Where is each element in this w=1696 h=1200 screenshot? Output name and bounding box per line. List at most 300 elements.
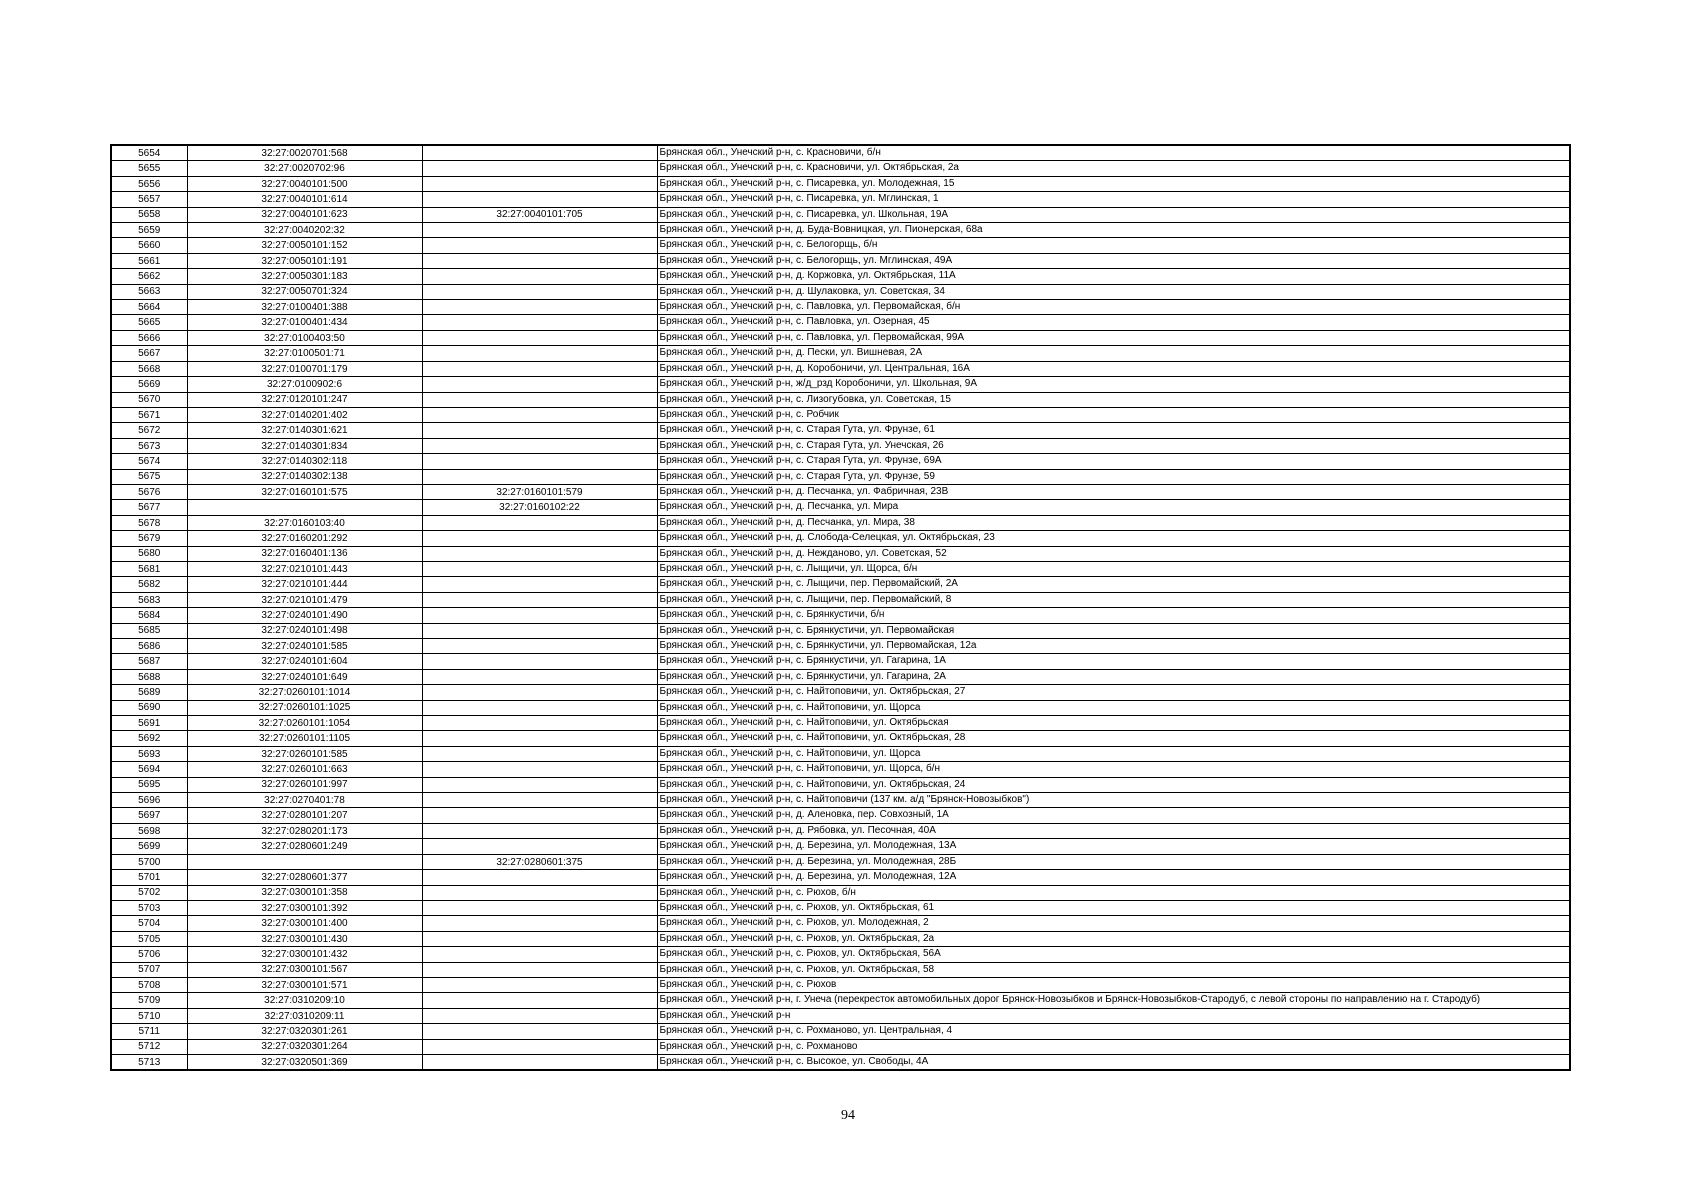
address-cell: Брянская обл., Унечский р-н, с. Старая Гута, ул. Фрунзе, 61	[657, 423, 1570, 438]
row-number-cell: 5680	[111, 546, 187, 561]
address-cell: Брянская обл., Унечский р-н	[657, 1008, 1570, 1023]
table-row	[111, 145, 1570, 161]
row-number-cell: 5706	[111, 947, 187, 962]
row-number-cell: 5694	[111, 762, 187, 777]
table-row	[111, 192, 1570, 207]
related-cadastral-number-cell	[422, 993, 657, 1008]
address-cell: Брянская обл., Унечский р-н, д. Буда-Вовницкая, ул. Пионерская, 68а	[657, 223, 1570, 238]
related-cadastral-number-cell	[422, 407, 657, 422]
address-cell: Брянская обл., Унечский р-н, с. Рюхов, ул. Октябрьская, 2а	[657, 931, 1570, 946]
row-number-cell: 5658	[111, 207, 187, 222]
row-number-cell: 5682	[111, 577, 187, 592]
table-row	[111, 300, 1570, 315]
row-number-cell: 5700	[111, 854, 187, 869]
address-cell: Брянская обл., Унечский р-н, с. Павловка, ул. Первомайская, 99А	[657, 330, 1570, 345]
registry-table-body	[111, 145, 1570, 1070]
address-cell: Брянская обл., Унечский р-н, д. Аленовка, пер. Совхозный, 1А	[657, 808, 1570, 823]
table-row	[111, 269, 1570, 284]
cadastral-number-cell: 32:27:0020701:568	[187, 145, 422, 161]
row-number-cell: 5660	[111, 238, 187, 253]
table-row	[111, 793, 1570, 808]
cadastral-number-cell: 32:27:0140302:138	[187, 469, 422, 484]
row-number-cell: 5679	[111, 531, 187, 546]
cadastral-number-cell: 32:27:0050701:324	[187, 284, 422, 299]
row-number-cell: 5655	[111, 161, 187, 176]
cadastral-number-cell: 32:27:0260101:1105	[187, 731, 422, 746]
table-row	[111, 654, 1570, 669]
row-number-cell: 5667	[111, 346, 187, 361]
cadastral-number-cell: 32:27:0100501:71	[187, 346, 422, 361]
table-row	[111, 161, 1570, 176]
row-number-cell: 5703	[111, 900, 187, 915]
address-cell: Брянская обл., Унечский р-н, с. Найтоповичи, ул. Октябрьская, 24	[657, 777, 1570, 792]
cadastral-number-cell: 32:27:0210101:444	[187, 577, 422, 592]
related-cadastral-number-cell	[422, 438, 657, 453]
address-cell: Брянская обл., Унечский р-н, с. Рохманово	[657, 1039, 1570, 1054]
address-cell: Брянская обл., Унечский р-н, с. Красновичи, ул. Октябрьская, 2а	[657, 161, 1570, 176]
table-row	[111, 854, 1570, 869]
related-cadastral-number-cell	[422, 654, 657, 669]
related-cadastral-number-cell	[422, 161, 657, 176]
related-cadastral-number-cell	[422, 639, 657, 654]
row-number-cell: 5712	[111, 1039, 187, 1054]
table-row	[111, 407, 1570, 422]
cadastral-number-cell: 32:27:0210101:443	[187, 561, 422, 576]
row-number-cell: 5686	[111, 639, 187, 654]
related-cadastral-number-cell	[422, 392, 657, 407]
related-cadastral-number-cell	[422, 762, 657, 777]
row-number-cell: 5663	[111, 284, 187, 299]
address-cell: Брянская обл., Унечский р-н, д. Рябовка, ул. Песочная, 40А	[657, 823, 1570, 838]
table-row	[111, 361, 1570, 376]
related-cadastral-number-cell	[422, 900, 657, 915]
related-cadastral-number-cell	[422, 700, 657, 715]
table-row	[111, 330, 1570, 345]
cadastral-number-cell: 32:27:0140201:402	[187, 407, 422, 422]
related-cadastral-number-cell	[422, 947, 657, 962]
address-cell: Брянская обл., Унечский р-н, с. Брянкустичи, ул. Гагарина, 2А	[657, 669, 1570, 684]
table-row	[111, 947, 1570, 962]
address-cell: Брянская обл., Унечский р-н, с. Старая Гута, ул. Унечская, 26	[657, 438, 1570, 453]
row-number-cell: 5657	[111, 192, 187, 207]
cadastral-number-cell: 32:27:0260101:1025	[187, 700, 422, 715]
address-cell: Брянская обл., Унечский р-н, д. Коробоничи, ул. Центральная, 16А	[657, 361, 1570, 376]
registry-table	[110, 144, 1571, 1071]
related-cadastral-number-cell	[422, 1054, 657, 1070]
table-row	[111, 484, 1570, 499]
address-cell: Брянская обл., Унечский р-н, д. Нежданово, ул. Советская, 52	[657, 546, 1570, 561]
related-cadastral-number-cell: 32:27:0040101:705	[422, 207, 657, 222]
address-cell: Брянская обл., Унечский р-н, с. Павловка, ул. Первомайская, б/н	[657, 300, 1570, 315]
related-cadastral-number-cell	[422, 823, 657, 838]
related-cadastral-number-cell	[422, 253, 657, 268]
address-cell: Брянская обл., Унечский р-н, с. Лизогубовка, ул. Советская, 15	[657, 392, 1570, 407]
table-row	[111, 916, 1570, 931]
cadastral-number-cell: 32:27:0050101:152	[187, 238, 422, 253]
table-row	[111, 392, 1570, 407]
table-row	[111, 377, 1570, 392]
table-row	[111, 346, 1570, 361]
cadastral-number-cell: 32:27:0240101:498	[187, 623, 422, 638]
row-number-cell: 5702	[111, 885, 187, 900]
row-number-cell: 5681	[111, 561, 187, 576]
row-number-cell: 5708	[111, 977, 187, 992]
table-row	[111, 608, 1570, 623]
address-cell: Брянская обл., Унечский р-н, д. Песчанка, ул. Мира	[657, 500, 1570, 515]
row-number-cell: 5690	[111, 700, 187, 715]
cadastral-number-cell: 32:27:0300101:358	[187, 885, 422, 900]
cadastral-number-cell: 32:27:0240101:649	[187, 669, 422, 684]
address-cell: Брянская обл., Унечский р-н, с. Белогорщь, б/н	[657, 238, 1570, 253]
related-cadastral-number-cell	[422, 793, 657, 808]
table-row	[111, 546, 1570, 561]
related-cadastral-number-cell	[422, 546, 657, 561]
table-row	[111, 454, 1570, 469]
table-row	[111, 577, 1570, 592]
cadastral-number-cell: 32:27:0050301:183	[187, 269, 422, 284]
table-row	[111, 531, 1570, 546]
address-cell: Брянская обл., Унечский р-н, с. Найтоповичи, ул. Щорса	[657, 700, 1570, 715]
related-cadastral-number-cell	[422, 238, 657, 253]
table-row	[111, 253, 1570, 268]
table-row	[111, 777, 1570, 792]
cadastral-number-cell: 32:27:0260101:1014	[187, 685, 422, 700]
row-number-cell: 5670	[111, 392, 187, 407]
table-row	[111, 623, 1570, 638]
address-cell: Брянская обл., Унечский р-н, с. Рюхов, б/н	[657, 885, 1570, 900]
table-row	[111, 1008, 1570, 1023]
related-cadastral-number-cell	[422, 608, 657, 623]
address-cell: Брянская обл., Унечский р-н, с. Найтоповичи, ул. Октябрьская, 27	[657, 685, 1570, 700]
related-cadastral-number-cell	[422, 454, 657, 469]
table-row	[111, 561, 1570, 576]
cadastral-number-cell: 32:27:0050101:191	[187, 253, 422, 268]
address-cell: Брянская обл., Унечский р-н, д. Песчанка, ул. Фабричная, 23В	[657, 484, 1570, 499]
address-cell: Брянская обл., Унечский р-н, с. Рюхов	[657, 977, 1570, 992]
row-number-cell: 5711	[111, 1024, 187, 1039]
related-cadastral-number-cell	[422, 361, 657, 376]
cadastral-number-cell: 32:27:0280101:207	[187, 808, 422, 823]
cadastral-number-cell: 32:27:0240101:604	[187, 654, 422, 669]
related-cadastral-number-cell	[422, 962, 657, 977]
cadastral-number-cell: 32:27:0040101:500	[187, 176, 422, 191]
address-cell: Брянская обл., Унечский р-н, с. Старая Гута, ул. Фрунзе, 59	[657, 469, 1570, 484]
row-number-cell: 5654	[111, 145, 187, 161]
related-cadastral-number-cell	[422, 669, 657, 684]
cadastral-number-cell: 32:27:0160201:292	[187, 531, 422, 546]
table-row	[111, 885, 1570, 900]
table-row	[111, 469, 1570, 484]
table-row	[111, 762, 1570, 777]
cadastral-number-cell: 32:27:0300101:571	[187, 977, 422, 992]
row-number-cell: 5705	[111, 931, 187, 946]
cadastral-number-cell: 32:27:0260101:585	[187, 746, 422, 761]
row-number-cell: 5710	[111, 1008, 187, 1023]
row-number-cell: 5688	[111, 669, 187, 684]
related-cadastral-number-cell	[422, 839, 657, 854]
table-row	[111, 823, 1570, 838]
row-number-cell: 5692	[111, 731, 187, 746]
row-number-cell: 5691	[111, 716, 187, 731]
address-cell: Брянская обл., Унечский р-н, с. Рохманово, ул. Центральная, 4	[657, 1024, 1570, 1039]
cadastral-number-cell: 32:27:0100401:434	[187, 315, 422, 330]
related-cadastral-number-cell	[422, 1039, 657, 1054]
address-cell: Брянская обл., Унечский р-н, с. Писаревка, ул. Школьная, 19А	[657, 207, 1570, 222]
row-number-cell: 5661	[111, 253, 187, 268]
address-cell: Брянская обл., Унечский р-н, д. Шулаковка, ул. Советская, 34	[657, 284, 1570, 299]
cadastral-number-cell: 32:27:0300101:432	[187, 947, 422, 962]
table-row	[111, 700, 1570, 715]
related-cadastral-number-cell	[422, 623, 657, 638]
row-number-cell: 5698	[111, 823, 187, 838]
cadastral-number-cell: 32:27:0280201:173	[187, 823, 422, 838]
address-cell: Брянская обл., Унечский р-н, с. Лыщичи, ул. Щорса, б/н	[657, 561, 1570, 576]
cadastral-number-cell: 32:27:0260101:663	[187, 762, 422, 777]
table-row	[111, 223, 1570, 238]
related-cadastral-number-cell: 32:27:0280601:375	[422, 854, 657, 869]
table-row	[111, 438, 1570, 453]
related-cadastral-number-cell	[422, 377, 657, 392]
cadastral-number-cell: 32:27:0040101:623	[187, 207, 422, 222]
address-cell: Брянская обл., Унечский р-н, с. Писаревка, ул. Молодежная, 15	[657, 176, 1570, 191]
cadastral-number-cell: 32:27:0300101:392	[187, 900, 422, 915]
table-row	[111, 207, 1570, 222]
related-cadastral-number-cell	[422, 284, 657, 299]
row-number-cell: 5684	[111, 608, 187, 623]
related-cadastral-number-cell: 32:27:0160102:22	[422, 500, 657, 515]
row-number-cell: 5678	[111, 515, 187, 530]
address-cell: Брянская обл., Унечский р-н, с. Рюхов, ул. Молодежная, 2	[657, 916, 1570, 931]
address-cell: Брянская обл., Унечский р-н, д. Коржовка, ул. Октябрьская, 11А	[657, 269, 1570, 284]
related-cadastral-number-cell	[422, 870, 657, 885]
cadastral-number-cell: 32:27:0280601:249	[187, 839, 422, 854]
table-row	[111, 993, 1570, 1008]
related-cadastral-number-cell	[422, 192, 657, 207]
cadastral-number-cell: 32:27:0320301:261	[187, 1024, 422, 1039]
row-number-cell: 5699	[111, 839, 187, 854]
address-cell: Брянская обл., Унечский р-н, с. Найтоповичи (137 км. а/д "Брянск-Новозыбков")	[657, 793, 1570, 808]
address-cell: Брянская обл., Унечский р-н, с. Красновичи, б/н	[657, 145, 1570, 161]
table-row	[111, 1054, 1570, 1070]
row-number-cell: 5707	[111, 962, 187, 977]
table-row	[111, 870, 1570, 885]
table-row	[111, 962, 1570, 977]
cadastral-number-cell: 32:27:0160103:40	[187, 515, 422, 530]
address-cell: Брянская обл., Унечский р-н, д. Березина, ул. Молодежная, 12А	[657, 870, 1570, 885]
related-cadastral-number-cell	[422, 777, 657, 792]
address-cell: Брянская обл., Унечский р-н, с. Найтоповичи, ул. Октябрьская, 28	[657, 731, 1570, 746]
row-number-cell: 5695	[111, 777, 187, 792]
row-number-cell: 5662	[111, 269, 187, 284]
page-number: 94	[841, 1108, 855, 1123]
cadastral-number-cell: 32:27:0040101:614	[187, 192, 422, 207]
cadastral-number-cell: 32:27:0240101:585	[187, 639, 422, 654]
table-row	[111, 685, 1570, 700]
address-cell: Брянская обл., Унечский р-н, с. Высокое, ул. Свободы, 4А	[657, 1054, 1570, 1070]
cadastral-number-cell: 32:27:0310209:10	[187, 993, 422, 1008]
address-cell: Брянская обл., Унечский р-н, с. Рюхов, ул. Октябрьская, 56А	[657, 947, 1570, 962]
row-number-cell: 5671	[111, 407, 187, 422]
related-cadastral-number-cell	[422, 469, 657, 484]
cadastral-number-cell: 32:27:0320501:369	[187, 1054, 422, 1070]
related-cadastral-number-cell	[422, 1008, 657, 1023]
row-number-cell: 5672	[111, 423, 187, 438]
cadastral-number-cell: 32:27:0040202:32	[187, 223, 422, 238]
table-row	[111, 515, 1570, 530]
cadastral-number-cell: 32:27:0140301:834	[187, 438, 422, 453]
cadastral-number-cell: 32:27:0100401:388	[187, 300, 422, 315]
related-cadastral-number-cell	[422, 977, 657, 992]
address-cell: Брянская обл., Унечский р-н, с. Старая Гута, ул. Фрунзе, 69А	[657, 454, 1570, 469]
related-cadastral-number-cell	[422, 330, 657, 345]
address-cell: Брянская обл., Унечский р-н, г. Унеча (перекресток автомобильных дорог Брянск-Новозыбков и Брянск-Новозыбков-Стародуб, с левой стороны по направлению на г. Стародуб)	[657, 993, 1570, 1008]
address-cell: Брянская обл., Унечский р-н, д. Березина, ул. Молодежная, 28Б	[657, 854, 1570, 869]
table-row	[111, 931, 1570, 946]
table-row	[111, 639, 1570, 654]
cadastral-number-cell: 32:27:0160401:136	[187, 546, 422, 561]
row-number-cell: 5656	[111, 176, 187, 191]
related-cadastral-number-cell	[422, 577, 657, 592]
table-row	[111, 176, 1570, 191]
cadastral-number-cell: 32:27:0300101:430	[187, 931, 422, 946]
table-row	[111, 669, 1570, 684]
related-cadastral-number-cell	[422, 423, 657, 438]
address-cell: Брянская обл., Унечский р-н, с. Лыщичи, пер. Первомайский, 8	[657, 592, 1570, 607]
cadastral-number-cell: 32:27:0100403:50	[187, 330, 422, 345]
row-number-cell: 5677	[111, 500, 187, 515]
related-cadastral-number-cell	[422, 176, 657, 191]
address-cell: Брянская обл., Унечский р-н, с. Рюхов, ул. Октябрьская, 58	[657, 962, 1570, 977]
address-cell: Брянская обл., Унечский р-н, с. Брянкустичи, б/н	[657, 608, 1570, 623]
cadastral-number-cell: 32:27:0020702:96	[187, 161, 422, 176]
address-cell: Брянская обл., Унечский р-н, с. Найтоповичи, ул. Октябрьская	[657, 716, 1570, 731]
table-row	[111, 1024, 1570, 1039]
related-cadastral-number-cell	[422, 515, 657, 530]
cadastral-number-cell: 32:27:0100902:6	[187, 377, 422, 392]
row-number-cell: 5669	[111, 377, 187, 392]
table-row	[111, 900, 1570, 915]
address-cell: Брянская обл., Унечский р-н, д. Пески, ул. Вишневая, 2А	[657, 346, 1570, 361]
related-cadastral-number-cell	[422, 145, 657, 161]
cadastral-number-cell: 32:27:0140301:621	[187, 423, 422, 438]
row-number-cell: 5687	[111, 654, 187, 669]
row-number-cell: 5697	[111, 808, 187, 823]
related-cadastral-number-cell	[422, 716, 657, 731]
row-number-cell: 5668	[111, 361, 187, 376]
cadastral-number-cell: 32:27:0100701:179	[187, 361, 422, 376]
address-cell: Брянская обл., Унечский р-н, с. Рюхов, ул. Октябрьская, 61	[657, 900, 1570, 915]
cadastral-number-cell: 32:27:0300101:567	[187, 962, 422, 977]
cadastral-number-cell: 32:27:0120101:247	[187, 392, 422, 407]
related-cadastral-number-cell	[422, 931, 657, 946]
cadastral-number-cell: 32:27:0280601:377	[187, 870, 422, 885]
related-cadastral-number-cell	[422, 300, 657, 315]
table-row	[111, 315, 1570, 330]
cadastral-number-cell: 32:27:0320301:264	[187, 1039, 422, 1054]
row-number-cell: 5685	[111, 623, 187, 638]
row-number-cell: 5664	[111, 300, 187, 315]
row-number-cell: 5683	[111, 592, 187, 607]
row-number-cell: 5696	[111, 793, 187, 808]
cadastral-number-cell: 32:27:0310209:11	[187, 1008, 422, 1023]
related-cadastral-number-cell	[422, 885, 657, 900]
row-number-cell: 5701	[111, 870, 187, 885]
row-number-cell: 5693	[111, 746, 187, 761]
row-number-cell: 5704	[111, 916, 187, 931]
table-row	[111, 808, 1570, 823]
table-row	[111, 1039, 1570, 1054]
cadastral-number-cell: 32:27:0160101:575	[187, 484, 422, 499]
cadastral-number-cell: 32:27:0300101:400	[187, 916, 422, 931]
address-cell: Брянская обл., Унечский р-н, с. Брянкустичи, ул. Первомайская, 12а	[657, 639, 1570, 654]
cadastral-number-cell	[187, 854, 422, 869]
row-number-cell: 5713	[111, 1054, 187, 1070]
related-cadastral-number-cell	[422, 746, 657, 761]
address-cell: Брянская обл., Унечский р-н, с. Брянкустичи, ул. Первомайская	[657, 623, 1570, 638]
related-cadastral-number-cell	[422, 592, 657, 607]
cadastral-number-cell: 32:27:0240101:490	[187, 608, 422, 623]
cadastral-number-cell: 32:27:0210101:479	[187, 592, 422, 607]
table-row	[111, 592, 1570, 607]
related-cadastral-number-cell	[422, 1024, 657, 1039]
row-number-cell: 5665	[111, 315, 187, 330]
table-row	[111, 746, 1570, 761]
table-row	[111, 716, 1570, 731]
row-number-cell: 5676	[111, 484, 187, 499]
address-cell: Брянская обл., Унечский р-н, с. Брянкустичи, ул. Гагарина, 1А	[657, 654, 1570, 669]
related-cadastral-number-cell	[422, 561, 657, 576]
table-row	[111, 839, 1570, 854]
table-row	[111, 238, 1570, 253]
address-cell: Брянская обл., Унечский р-н, д. Песчанка, ул. Мира, 38	[657, 515, 1570, 530]
related-cadastral-number-cell	[422, 685, 657, 700]
related-cadastral-number-cell: 32:27:0160101:579	[422, 484, 657, 499]
table-row	[111, 284, 1570, 299]
related-cadastral-number-cell	[422, 808, 657, 823]
related-cadastral-number-cell	[422, 315, 657, 330]
table-row	[111, 500, 1570, 515]
address-cell: Брянская обл., Унечский р-н, с. Лыщичи, пер. Первомайский, 2А	[657, 577, 1570, 592]
row-number-cell: 5673	[111, 438, 187, 453]
row-number-cell: 5659	[111, 223, 187, 238]
table-row	[111, 731, 1570, 746]
related-cadastral-number-cell	[422, 346, 657, 361]
related-cadastral-number-cell	[422, 269, 657, 284]
row-number-cell: 5675	[111, 469, 187, 484]
cadastral-number-cell	[187, 500, 422, 515]
cadastral-number-cell: 32:27:0270401:78	[187, 793, 422, 808]
address-cell: Брянская обл., Унечский р-н, с. Найтоповичи, ул. Щорса, б/н	[657, 762, 1570, 777]
row-number-cell: 5674	[111, 454, 187, 469]
cadastral-number-cell: 32:27:0260101:997	[187, 777, 422, 792]
table-row	[111, 423, 1570, 438]
table-row	[111, 977, 1570, 992]
cadastral-number-cell: 32:27:0140302:118	[187, 454, 422, 469]
address-cell: Брянская обл., Унечский р-н, с. Писаревка, ул. Мглинская, 1	[657, 192, 1570, 207]
address-cell: Брянская обл., Унечский р-н, с. Павловка, ул. Озерная, 45	[657, 315, 1570, 330]
cadastral-number-cell: 32:27:0260101:1054	[187, 716, 422, 731]
related-cadastral-number-cell	[422, 731, 657, 746]
related-cadastral-number-cell	[422, 531, 657, 546]
address-cell: Брянская обл., Унечский р-н, д. Слобода-Селецкая, ул. Октябрьская, 23	[657, 531, 1570, 546]
address-cell: Брянская обл., Унечский р-н, с. Найтоповичи, ул. Щорса	[657, 746, 1570, 761]
address-cell: Брянская обл., Унечский р-н, с. Робчик	[657, 407, 1570, 422]
row-number-cell: 5689	[111, 685, 187, 700]
row-number-cell: 5709	[111, 993, 187, 1008]
address-cell: Брянская обл., Унечский р-н, д. Березина, ул. Молодежная, 13А	[657, 839, 1570, 854]
related-cadastral-number-cell	[422, 223, 657, 238]
row-number-cell: 5666	[111, 330, 187, 345]
